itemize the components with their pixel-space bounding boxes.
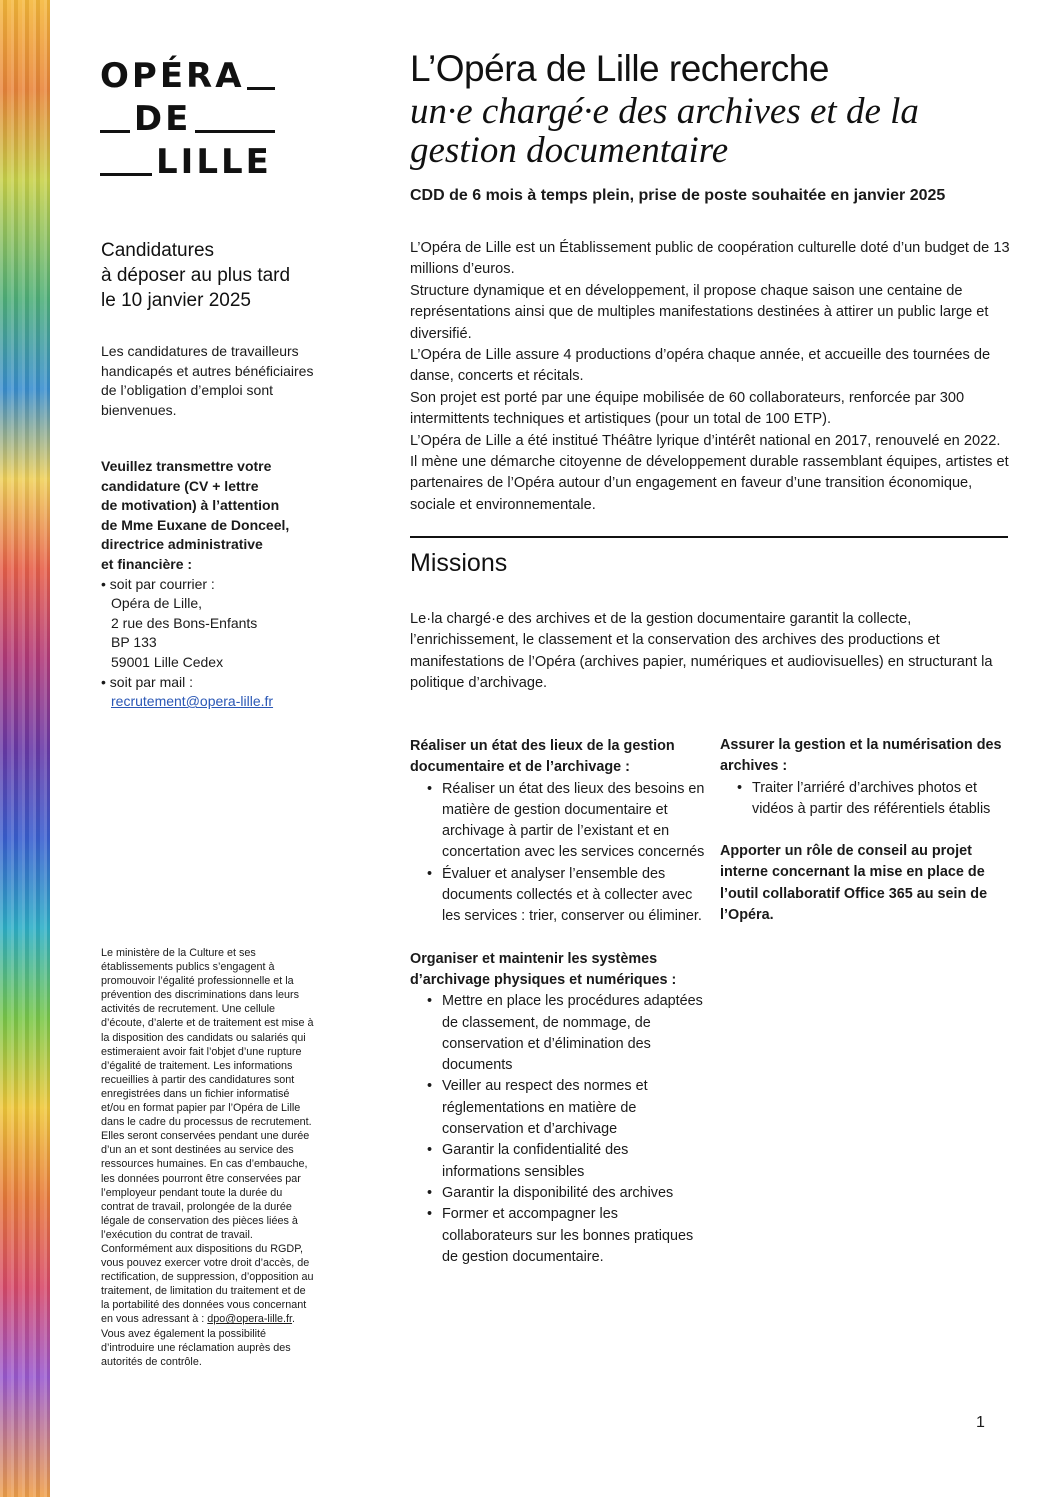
missions-column-left	[410, 736, 710, 1268]
list-item: • Garantir la disponibilité des archives	[410, 1183, 710, 1204]
contract-details: CDD de 6 mois à temps plein, prise de poste souhaitée en janvier 2025	[410, 187, 946, 204]
list-item: • Traiter l’arriéré d’archives photos et vidéos à partir des référentiels établis	[720, 778, 1012, 821]
mission-section-title: Assurer la gestion et la numérisation des archives :	[720, 737, 1002, 775]
list-item: • Garantir la confidentialité des informations sensibles	[410, 1140, 710, 1183]
missions-summary: Le·la chargé·e des archives et de la gestion documentaire garantit la collecte, l’enrichissement, le classement et la conservation des archives des productions et manifestations de l’Opéra (archives papier, numériques et audiovisuelles) en structurant la politique d’archivage.	[410, 611, 993, 692]
mission-section-title: Réaliser un état des lieux de la gestion documentaire et de l’archivage :	[410, 738, 675, 776]
missions-column-right	[720, 735, 1012, 926]
section-divider	[410, 536, 1008, 538]
list-item: • Réaliser un état des lieux des besoins en matière de gestion documentaire et archivage à partir de l’existant et en concertation avec les services concernés	[410, 779, 710, 864]
organization-intro: L’Opéra de Lille est un Établissement public de coopération culturelle doté d’un budget de 13 millions d’euros. Structure dynamique et en développement, il propose chaque saison une centaine de représentations ainsi que de multiples manifestations destinées à attirer un public large et diversifié. L’Opéra de Lille assure 4 productions d’opéra chaque année, et accueille des tournées de danse, concerts et récitals. Son projet est porté par une équipe mobilisée de 60 collaborateurs, renforcée par 300 intermittents techniques et artistiques (pour un total de 100 ETP). L’Opéra de Lille a été institué Théâtre lyrique d’intérêt national en 2017, renouvelé en 2022. Il mène une démarche citoyenne de développement durable rassemblant équipes, artistes et partenaires de l’Opéra autour d’un engagement en faveur d’une transition économique, sociale et environnementale.	[410, 240, 1010, 513]
recruitment-email-link[interactable]: recrutement@opera-lille.fr	[111, 693, 274, 710]
list-item: • Évaluer et analyser l’ensemble des documents collectés et à collecter avec les services : trier, conserver ou éliminer.	[410, 864, 710, 928]
page-number: 1	[976, 1414, 985, 1431]
disability-notice: Les candidatures de travailleurs handicapés et autres bénéficiaires de l’obligation d’emploi sont bienvenues.	[101, 343, 314, 418]
mission-section-title: Organiser et maintenir les systèmes d’archivage physiques et numériques :	[410, 950, 677, 988]
job-title: un·e chargé·e des archives et de la gestion documentaire	[410, 91, 919, 171]
application-deadline: Candidatures à déposer au plus tard le 10 janvier 2025	[101, 240, 291, 311]
legal-notice: Le ministère de la Culture et ses établissements publics s’engagent à promouvoir l’égalité professionnelle et la prévention des discriminations dans leurs activités de recrutement. Une cellule d’écoute, d’alerte et de traitement est mise à la disposition des candidats ou salariés qui estimeraient avoir fait l’objet d’une rupture d’égalité de traitement. Les informations recueillies à partir des candidatures sont enregistrées dans un fichier informatisé et/ou en format papier par l’Opéra de Lille dans le cadre du processus de recrutement. Elles seront conservées pendant une durée d’un an et sont destinées au service des ressources humaines. En cas d’embauche, les données pourront être conservées par l’employeur pendant toute la durée du contrat de travail, prolongée de la durée légale de conservation des pièces liées à l’exécution du contrat de travail. Conformément aux dispositions du RGDP, vous pouvez exercer votre droit d’accès, de rectification, de suppression, d’opposition au traitement, de limitation du traitement et de la portabilité des données vous concernant en vous adressant à : dpo@opera-lille.fr. Vous avez également la possibilité d’introduire une réclamation auprès des autorités de contrôle.	[101, 947, 314, 1368]
decorative-color-stripe	[0, 0, 50, 1497]
missions-heading: Missions	[410, 549, 508, 577]
list-item: • Mettre en place les procédures adaptées de classement, de nommage, de conservation et d’élimination des documents	[410, 991, 710, 1076]
opera-lille-logo: OPÉRA DE LILLE	[100, 55, 275, 184]
mission-section-title: Apporter un rôle de conseil au projet interne concernant la mise en place de l’outil collaboratif Office 365 au sein de l’Opéra.	[720, 843, 988, 924]
dpo-email-link[interactable]: dpo@opera-lille.fr	[207, 1313, 293, 1326]
list-item: • Veiller au respect des normes et réglementations en matière de conservation et d’archivage	[410, 1076, 710, 1140]
list-item: • Former et accompagner les collaborateurs sur les bonnes pratiques de gestion documentaire.	[410, 1204, 710, 1268]
page-title: L’Opéra de Lille recherche	[410, 48, 829, 89]
application-instructions: Veuillez transmettre votre candidature (CV + lettre de motivation) à l’attention de Mme Euxane de Donceel, directrice administrative et financière : • soit par courrier : Opéra de Lille, 2 rue des Bons-Enfants BP 133 59001 Lille Cedex • soit par mail : recrutement@opera-lille.fr	[101, 458, 290, 710]
